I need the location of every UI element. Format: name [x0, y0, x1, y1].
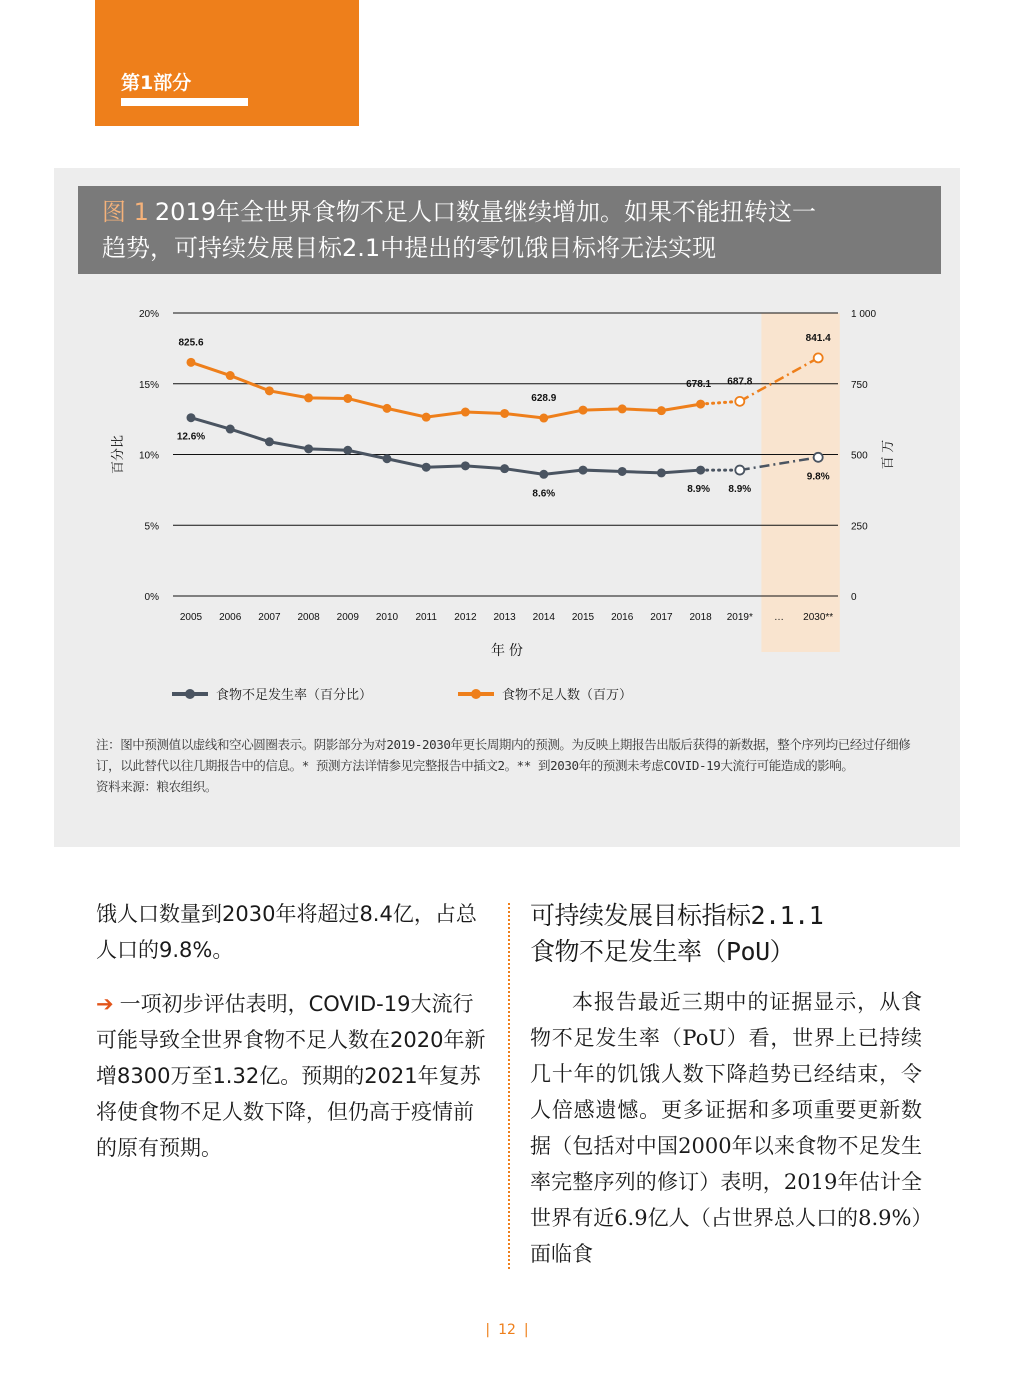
x-tick-label: 2011 [415, 612, 437, 623]
data-point [618, 467, 626, 475]
data-point [540, 414, 548, 422]
legend-item-number [458, 684, 632, 703]
legend-label-number: 食物不足人数（百万） [502, 688, 633, 703]
right-tick-label: 0 [851, 592, 857, 603]
right-body-text: 本报告最近三期中的证据显示，从食物不足发生率（PoU）看，世界上已持续几十年的饥饿人数下降趋势已经结束，令人倍感遗憾。更多证据和多项重要更新数据（包括对中国2000年以来食物不足发生率完整序列的修订）表明，2019年估计全世界有近6.9亿人（占世界总人口的8.9%）面临食 [530, 990, 922, 1266]
source-text: 资料来源：粮农组织。 [96, 779, 218, 794]
series-projection-dotted-1 [701, 401, 740, 404]
figure-title-line2: 趋势，可持续发展目标2.1中提出的零饥饿目标将无法实现 [102, 234, 717, 262]
section-underline [121, 98, 248, 106]
legend-swatch-pou [172, 692, 208, 696]
data-point [383, 404, 391, 412]
y-axis-title-left: 百分比 [110, 434, 125, 475]
data-label: 678.1 [686, 379, 712, 391]
right-tick-label: 750 [851, 379, 868, 391]
left-tick-label: 15% [138, 379, 159, 391]
data-point [657, 469, 665, 477]
section-label: 第1部分 [121, 72, 192, 94]
x-tick-label: 2006 [219, 612, 242, 623]
x-tick-label: 2030** [803, 612, 834, 623]
x-tick-label: 2019* [726, 612, 753, 623]
right-heading [530, 898, 930, 970]
column-divider [508, 903, 510, 1269]
left-tick-label: 0% [144, 592, 159, 603]
x-tick-label: 2018 [689, 612, 712, 623]
x-axis-title: 年 份 [491, 642, 523, 658]
left-tick-label: 20% [138, 309, 159, 320]
data-point [618, 405, 626, 413]
data-point [305, 445, 313, 453]
page-pipe-right: | [523, 1322, 529, 1338]
x-tick-label: 2012 [454, 612, 477, 623]
data-point [814, 453, 823, 462]
data-point [814, 353, 823, 362]
left-tick-label: 10% [138, 450, 159, 462]
data-point [657, 407, 665, 415]
line-chart [54, 168, 960, 688]
x-tick-label: … [774, 612, 784, 623]
data-label: 628.9 [531, 393, 557, 405]
x-tick-label: 2010 [375, 612, 399, 623]
data-point [735, 466, 744, 475]
data-point [501, 409, 509, 417]
data-point [422, 413, 430, 421]
data-label: 9.8% [806, 471, 830, 483]
arrow-icon: ➔ [96, 992, 114, 1016]
data-point [226, 372, 234, 380]
legend-swatch-number [458, 692, 494, 696]
data-point [344, 446, 352, 454]
data-point [187, 358, 195, 366]
left-paragraph-1: 饿人口数量到2030年将超过8.4亿，占总人口的9.8%。 [96, 902, 477, 962]
page-number [0, 1322, 1014, 1338]
data-point [579, 406, 587, 414]
data-point [735, 397, 744, 406]
x-tick-label: 2005 [179, 612, 203, 623]
x-tick-label: 2016 [611, 612, 634, 623]
x-tick-label: 2015 [571, 612, 595, 623]
left-paragraph-2 [96, 986, 488, 1166]
data-label: 12.6% [176, 431, 206, 443]
data-label: 8.9% [728, 484, 752, 496]
projection-shade [761, 313, 839, 652]
right-tick-label: 1 000 [851, 309, 877, 320]
data-point [461, 462, 469, 470]
data-label: 841.4 [805, 332, 831, 344]
figure-panel [54, 168, 960, 847]
right-tick-label: 250 [851, 521, 868, 533]
left-paragraph-2-text: 一项初步评估表明，COVID-19大流行可能导致全世界食物不足人数在2020年新增8300万至1.32亿。预期的2021年复苏将使食物不足人数下降，但仍高于疫情前的原有预期。 [96, 992, 486, 1160]
data-point [461, 408, 469, 416]
data-point [697, 400, 705, 408]
x-tick-label: 2008 [297, 612, 320, 623]
heading-line-2: 食物不足发生率（PoU） [530, 937, 795, 966]
data-point [540, 470, 548, 478]
figure-title-line1: 2019年全世界食物不足人口数量继续增加。如果不能扭转这一 [154, 198, 816, 226]
data-point [501, 465, 509, 473]
data-point [305, 394, 313, 402]
data-point [265, 438, 273, 446]
figure-note [96, 734, 926, 797]
data-label: 687.8 [727, 376, 753, 388]
section-tab [95, 0, 359, 126]
x-tick-label: 2007 [258, 612, 281, 623]
legend-label-pou: 食物不足发生率（百分比） [216, 688, 373, 703]
series-line-0 [191, 418, 701, 475]
page-pipe-left: | [485, 1322, 491, 1338]
data-point [383, 455, 391, 463]
legend-item-pou [172, 684, 372, 703]
data-point [579, 466, 587, 474]
x-tick-label: 2017 [650, 612, 673, 623]
page-number-value: 12 [498, 1322, 516, 1338]
y-axis-title-right: 百 万 [880, 439, 895, 470]
data-point [265, 387, 273, 395]
x-tick-label: 2009 [336, 612, 359, 623]
data-label: 825.6 [178, 337, 204, 349]
left-tick-label: 5% [144, 521, 159, 533]
heading-line-1: 可持续发展目标指标2.1.1 [530, 901, 824, 930]
data-point [697, 466, 705, 474]
x-tick-label: 2013 [493, 612, 516, 623]
right-tick-label: 500 [851, 450, 868, 462]
figure-number: 图 1 [102, 198, 149, 226]
data-point [344, 394, 352, 402]
x-tick-label: 2014 [532, 612, 555, 623]
data-label: 8.9% [687, 484, 710, 496]
data-label: 8.6% [532, 488, 556, 500]
data-point [187, 414, 195, 422]
left-column [96, 896, 488, 1166]
data-point [226, 425, 234, 433]
data-point [422, 463, 430, 471]
note-text: 注：图中预测值以虚线和空心圆圈表示。阴影部分为对2019-2030年更长周期内的预测。为反映上期报告出版后获得的新数据，整个序列均已经过仔细修订，以此替代以往几期报告中的信息。* 预测方法详情参见完整报告中插文2。** 到2030年的预测未考虑COVID-19大流行可能造成的影响。 [96, 737, 911, 773]
